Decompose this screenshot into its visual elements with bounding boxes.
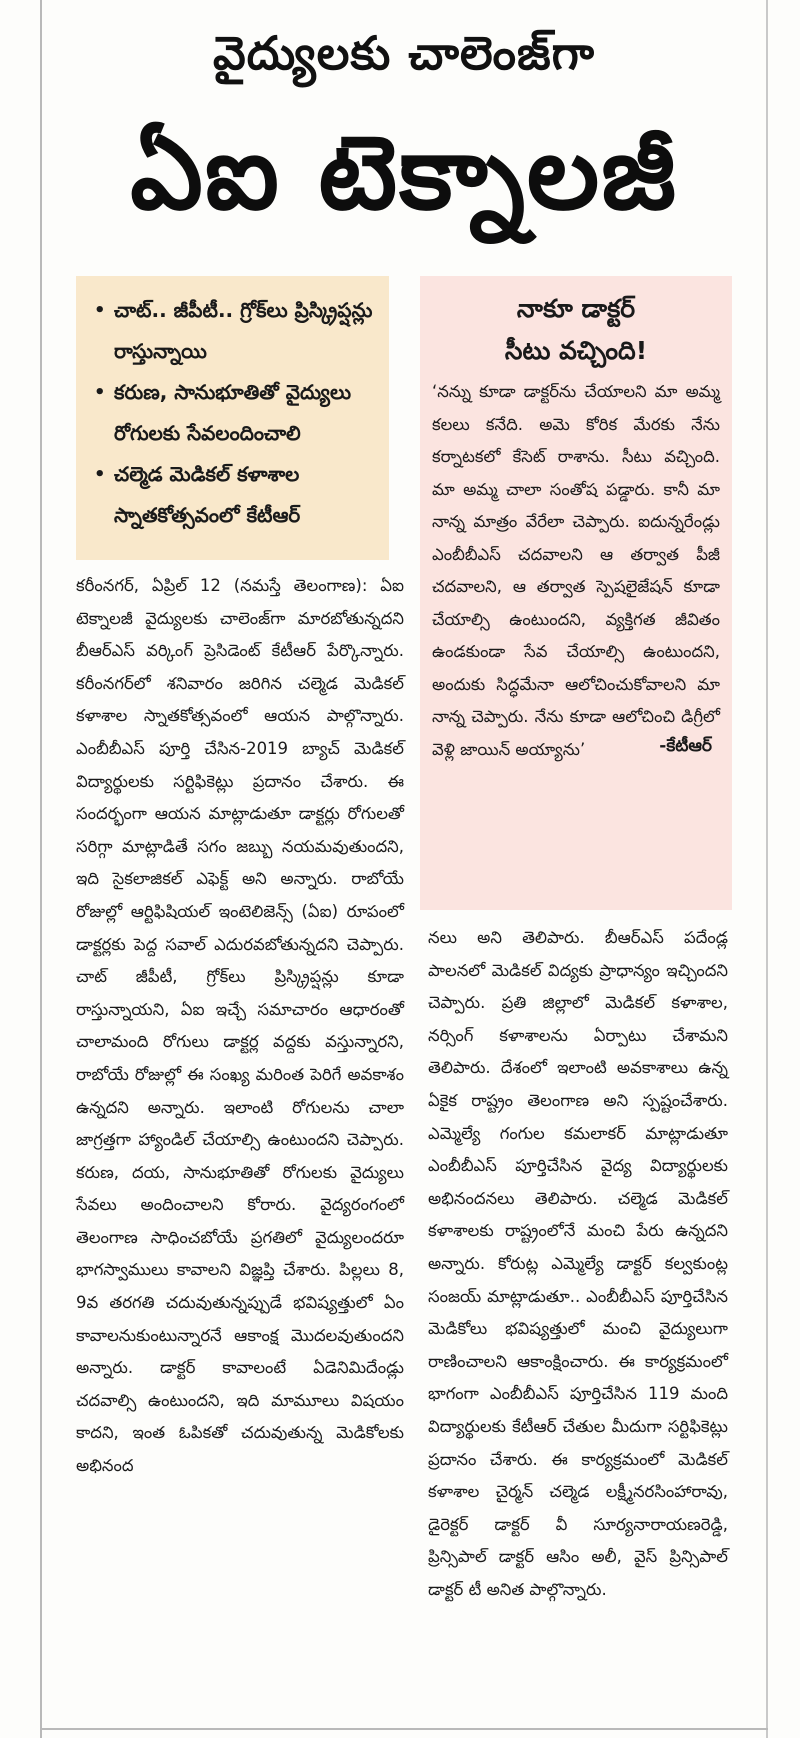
sidebar-quote-text: ‘నన్ను కూడా డాక్టర్‌ను చేయాలని మా అమ్మ కలలు కనేది. అమె కోరిక మేరకు నేను కర్నాటకలో కేసెట్ రాశాను. సీటు వచ్చింది. మా అమ్మ చాలా సంతోష పడ్డారు. కానీ మా నాన్న మాత్రం వేరేలా చెప్పారు. ఐదున్నరేండ్లు ఎంబీబీఎస్ చదవాలని ఆ తర్వాత పీజీ చదవాలని, ఆ తర్వాత స్పెషలైజేషన్ కూడా చేయాల్సి ఉంటుందని, వ్యక్తిగత జీవితం ఉండకుండా సేవ చేయాల్సి ఉంటుందని, అందుకు సిద్ధమేనా ఆలోచించుకోవాలని మా నాన్న చెప్పారు. నేను కూడా ఆలోచించి డిగ్రీలో వెళ్లి జాయిన్ అయ్యాను’ — [432, 382, 720, 759]
highlight-text: చాట్.. జీపీటీ.. గ్రోక్‌లు ప్రిస్క్రిప్షన్లు రాస్తున్నాయి — [114, 298, 373, 363]
sidebar-credit: -కేటీఆర్ — [659, 736, 712, 756]
page-border-left — [40, 0, 42, 1738]
highlights-box — [76, 276, 389, 560]
bullet-icon: • — [94, 464, 106, 485]
highlight-text: కరుణ, సానుభూతితో వైద్యులు రోగులకు సేవలందించాలి — [114, 380, 352, 445]
sidebar-title-line: సీటు వచ్చింది! — [504, 336, 648, 365]
article-body-column-left: కరీంనగర్, ఏప్రిల్ 12 (నమస్తే తెలంగాణ): ఏఐ టెక్నాలజీ వైద్యులకు చాలెంజ్‌గా మారబోతున్నదని బీఆర్‌ఎస్ వర్కింగ్ ప్రెసిడెంట్ కేటీఆర్ పేర్కొన్నారు. కరీంనగర్‌లో శనివారం జరిగిన చల్మెడ మెడికల్ కళాశాల స్నాతకోత్సవంలో ఆయన పాల్గొన్నారు. ఎంబీబీఎస్ పూర్తి చేసిన-2019 బ్యాచ్ మెడికల్ విద్యార్థులకు సర్టిఫికెట్లు ప్రదానం చేశారు. ఈ సందర్భంగా ఆయన మాట్లాడుతూ డాక్టర్లు రోగులతో సరిగ్గా మాట్లాడితే సగం జబ్బు నయమవుతుందని, ఇది సైకలాజికల్ ఎఫెక్ట్ అని అన్నారు. రాబోయే రోజుల్లో ఆర్టిఫిషియల్ ఇంటెలిజెన్స్ (ఏఐ) రూపంలో డాక్టర్లకు పెద్ద సవాల్ ఎదురవబోతున్నదని చెప్పారు. చాట్ జీపీటీ, గ్రోక్‌లు ప్రిస్క్రిప్షన్లు కూడా రాస్తున్నాయని, ఏఐ ఇచ్చే సమాచారం ఆధారంతో చాలామంది రోగులు డాక్టర్ల వద్దకు వస్తున్నారని, రాబోయే రోజుల్లో ఈ సంఖ్య మరింత పెరిగే అవకాశం ఉన్నదని అన్నారు. ఇలాంటి రోగులను చాలా జాగ్రత్తగా హ్యాండిల్ చేయాల్సి ఉంటుందని చెప్పారు. కరుణ, దయ, సానుభూతితో రోగులకు వైద్యులు సేవలు అందించాలని కోరారు. వైద్యరంగంలో తెలంగాణ సాధించబోయే ప్రగతిలో వైద్యులందరూ భాగస్వాములు కావాలని విజ్ఞప్తి చేశారు. పిల్లలు 8, 9వ తరగతి చదువుతున్నప్పుడే భవిష్యత్తులో ఏం కావాలనుకుంటున్నారనే ఆకాంక్ష మొదలవుతుందని అన్నారు. డాక్టర్ కావాలంటే ఏడెనిమిదేండ్లు చదవాల్సి ఉంటుందని, ఇది మామూలు విషయం కాదని, ఇంత ఓపికతో చదువుతున్న మెడికోలకు అభినంద — [76, 576, 404, 1476]
sidebar-title-line: నాకూ డాక్టర్ — [516, 294, 636, 323]
bullet-icon: • — [94, 382, 106, 403]
highlight-text: చల్మెడ మెడికల్ కళాశాల స్నాతకోత్సవంలో కేటీఆర్ — [114, 462, 301, 527]
article-kicker: వైద్యులకు చాలెంజ్‌గా — [213, 26, 595, 80]
quote-sidebar — [420, 276, 732, 910]
sidebar-title — [432, 288, 720, 372]
page-border-bottom — [40, 1728, 768, 1730]
highlight-item — [96, 290, 379, 372]
article-body-column-right: నలు అని తెలిపారు. బీఆర్‌ఎస్ పదేండ్ల పాలనలో మెడికల్ విద్యకు ప్రాధాన్యం ఇచ్చిందని చెప్పారు. ప్రతి జిల్లాలో మెడికల్ కళాశాల, నర్సింగ్ కళాశాలను ఏర్పాటు చేశామని తెలిపారు. దేశంలో ఇలాంటి అవకాశాలు ఉన్న ఏకైక రాష్ట్రం తెలంగాణ అని స్పష్టంచేశారు. ఎమ్మెల్యే గంగుల కమలాకర్ మాట్లాడుతూ ఎంబీబీఎస్ పూర్తిచేసిన వైద్య విద్యార్థులకు అభినందనలు తెలిపారు. చల్మెడ మెడికల్ కళాశాలకు రాష్ట్రంలోనే మంచి పేరు ఉన్నదని అన్నారు. కోరుట్ల ఎమ్మెల్యే డాక్టర్ కల్వకుంట్ల సంజయ్ మాట్లాడుతూ.. ఎంబీబీఎస్ పూర్తిచేసిన మెడికోలు భవిష్యత్తులో మంచి వైద్యులుగా రాణించాలని ఆకాంక్షించారు. ఈ కార్యక్రమంలో భాగంగా ఎంబీబీఎస్ పూర్తిచేసిన 119 మంది విద్యార్థులకు కేటీఆర్ చేతుల మీదుగా సర్టిఫికెట్లు ప్రదానం చేశారు. ఈ కార్యక్రమంలో మెడికల్ కళాశాల చైర్మన్ చల్మెడ లక్ష్మీనరసింహారావు, డైరెక్టర్ డాక్టర్ వీ సూర్యనారాయణరెడ్డి, ప్రిన్సిపాల్ డాక్టర్ ఆసిం అలీ, వైస్ ప్రిన్సిపాల్ డాక్టర్ టీ అనిత పాల్గొన్నారు. — [428, 928, 728, 1599]
highlight-item — [96, 372, 379, 454]
page-border-right — [766, 0, 768, 1738]
highlight-item — [96, 454, 379, 536]
article-headline: ఏఐ టెక్నాలజీ — [130, 114, 678, 233]
bullet-icon: • — [94, 300, 106, 321]
